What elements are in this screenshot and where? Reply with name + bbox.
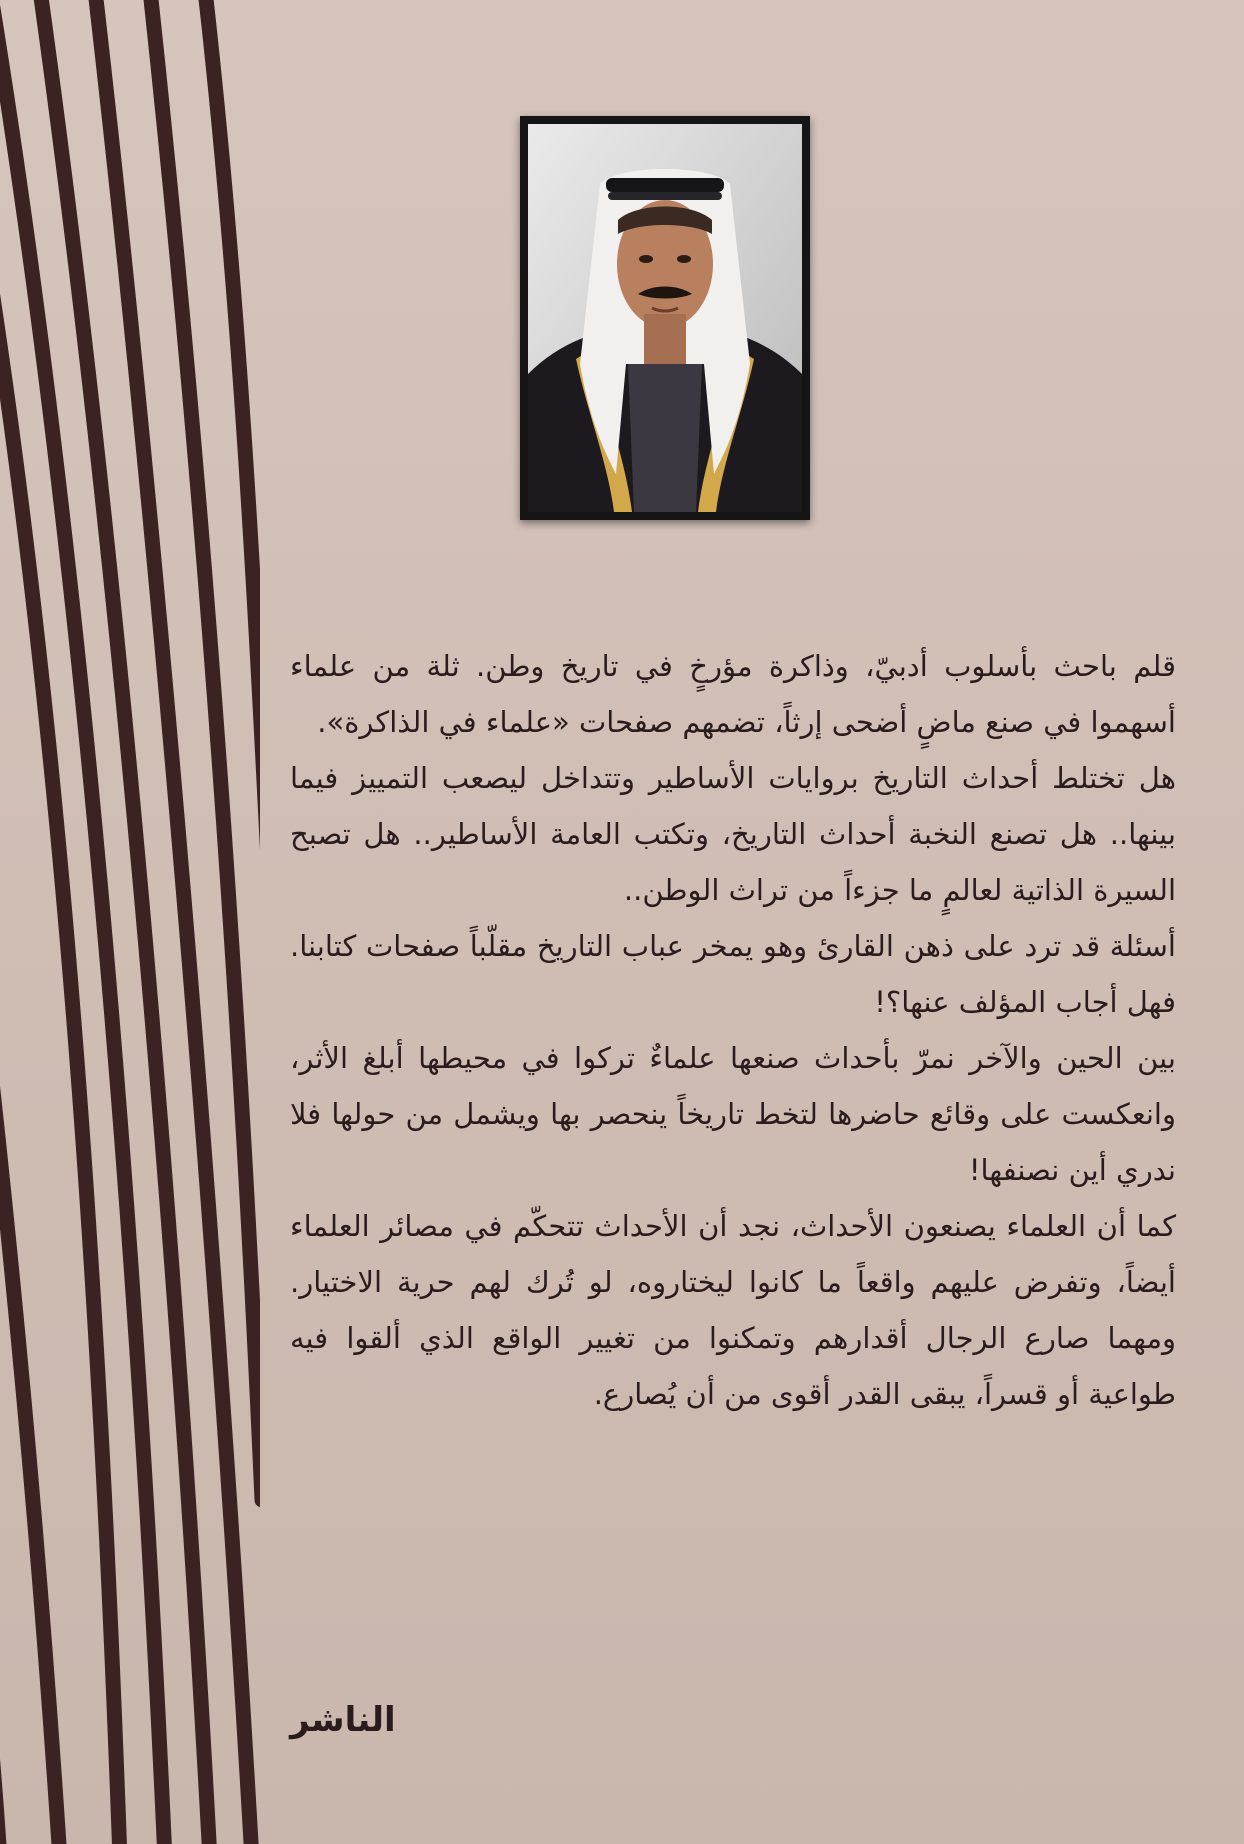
blurb-text <box>290 638 1176 1422</box>
blurb-paragraph: أسئلة قد ترد على ذهن القارئ وهو يمخر عباب التاريخ مقلّباً صفحات كتابنا. فهل أجاب المؤلف عنها؟! <box>290 929 1176 1019</box>
blurb-paragraph: هل تختلط أحداث التاريخ بروايات الأساطير وتتداخل ليصعب التمييز فيما بينها.. هل تصنع النخبة أحداث التاريخ، وتكتب العامة الأساطير.. هل تصبح السيرة الذاتية لعالمٍ ما جزءاً من تراث الوطن.. <box>290 761 1176 907</box>
author-portrait <box>520 116 810 520</box>
publisher-signature: الناشر <box>290 1700 396 1740</box>
blurb-paragraph: كما أن العلماء يصنعون الأحداث، نجد أن الأحداث تتحكّم في مصائر العلماء أيضاً، وتفرض عليهم واقعاً ما كانوا ليختاروه، لو تُرك لهم حرية الاختيار. ومهما صارع الرجال أقدارهم وتمكنوا من تغيير الواقع الذي ألقوا فيه طواعية أو قسراً، يبقى القدر أقوى من أن يُصارع. <box>290 1209 1176 1411</box>
author-photo <box>528 124 802 512</box>
blurb-paragraph: قلم باحث بأسلوب أدبيّ، وذاكرة مؤرخٍ في تاريخ وطن. ثلة من علماء أسهموا في صنع ماضٍ أضحى إرثاً، تضمهم صفحات «علماء في الذاكرة». <box>290 649 1176 739</box>
decorative-stripes <box>0 0 260 1844</box>
blurb-paragraph: بين الحين والآخر نمرّ بأحداث صنعها علماءٌ تركوا في محيطها أبلغ الأثر، وانعكست على وقائع حاضرها لتخط تاريخاً ينحصر بها ويشمل من حولها فلا ندري أين نصنفها! <box>290 1041 1176 1187</box>
